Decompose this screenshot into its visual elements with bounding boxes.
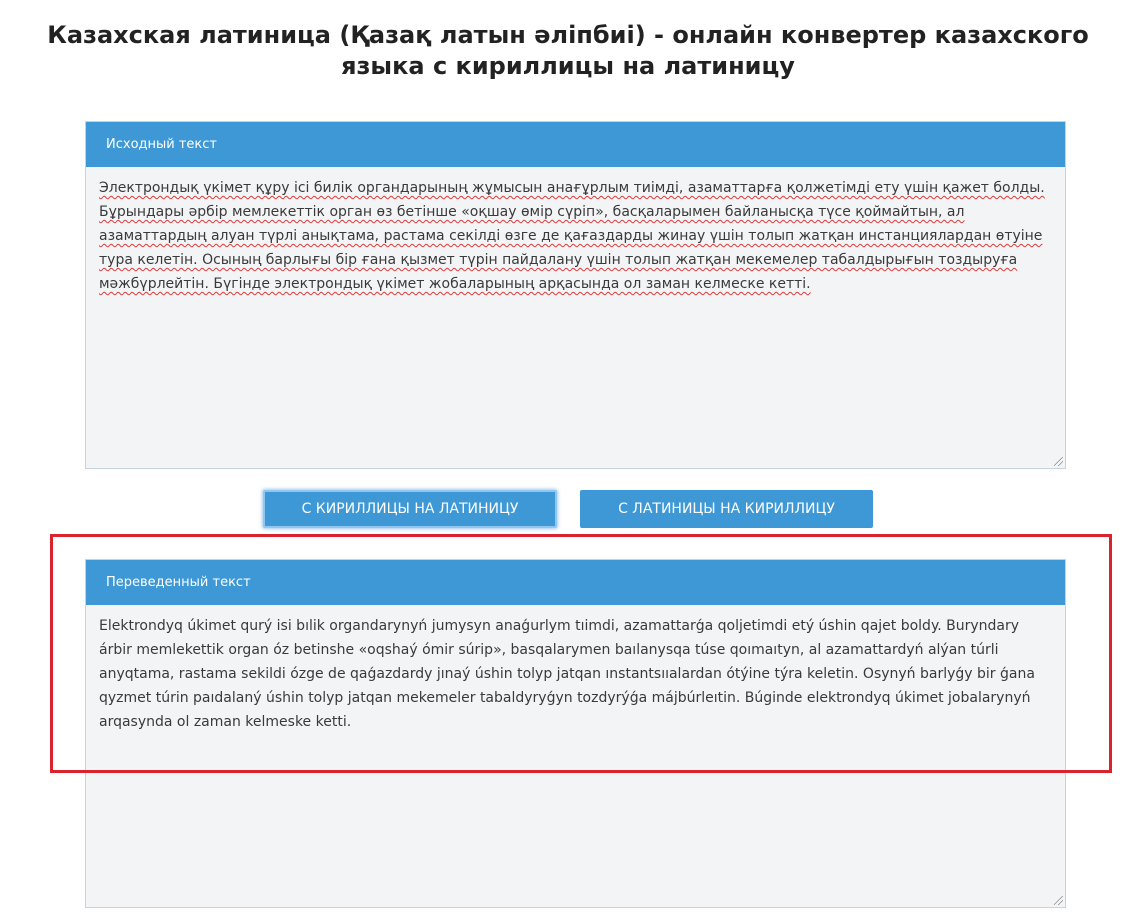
latin-to-cyrillic-button[interactable]: С ЛАТИНИЦЫ НА КИРИЛЛИЦУ: [580, 490, 873, 528]
result-text-content: Elektrondyq úkimet qurý isi bılik organdarynyń jumysyn anaǵurlym tıimdi, azamattarǵa qoljetimdi etý úshin qajet boldy. Buryndary árbir memlekettik organ óz betinshe «oqshaý ómir súrip», basqalarymen baılanysqa túse qoımaıtyn, al azamattardyń alýan túrli anyqtama, rastama sekildi ózge de qaǵazdardy jınaý úshin tolyp jatqan ınstantsııalardan ótýine týra keletin. Osynyń barlyǵy bir ǵana qyzmet túrin paıdalaný úshin tolyp jatqan mekemeler tabaldyryǵyn tozdyrýǵa májbúrleıtin. Búginde elektrondyq úkimet jobalarynyń arqasynda ol zaman kelmeske ketti.: [99, 618, 1035, 730]
source-text-panel: [85, 121, 1066, 469]
resize-grip-icon[interactable]: [1054, 457, 1063, 466]
source-text-content: Электрондық үкімет құру ісі билік органдарының жұмысын анағұрлым тиімді, азаматтарға қолжетімді ету үшін қажет болды. Бұрындары әрбір мемлекеттік орган өз бетінше «оқшау өмір сүріп», басқаларымен байланысқа түсе қоймайтын, ал азаматтардың алуан түрлі анықтама, растама секілді өзге де қағаздарды жинау үшін толып жатқан инстанциялардан өтуіне тура келетін. Осының барлығы бір ғана қызмет түрін пайдалану үшін толып жатқан мекемелер табалдырығын тоздыруға мәжбүрлейтін. Бүгінде электрондық үкімет жобаларының арқасында ол заман келмеске кетті.: [99, 180, 1045, 292]
cyrillic-to-latin-button[interactable]: С КИРИЛЛИЦЫ НА ЛАТИНИЦУ: [263, 490, 557, 528]
translated-text-panel: [85, 559, 1066, 908]
resize-grip-icon[interactable]: [1054, 896, 1063, 905]
result-text-output[interactable]: [86, 605, 1065, 907]
source-panel-heading: Исходный текст: [86, 122, 1065, 167]
page-title-line-1: Казахская латиница (Қазақ латын әліпбиі) - онлайн конвертер казахского: [47, 21, 1089, 49]
page-title-line-2: языка с кириллицы на латиницу: [341, 52, 795, 80]
source-text-input[interactable]: [86, 167, 1065, 468]
result-panel-heading: Переведенный текст: [86, 560, 1065, 605]
page-title: [0, 20, 1125, 82]
